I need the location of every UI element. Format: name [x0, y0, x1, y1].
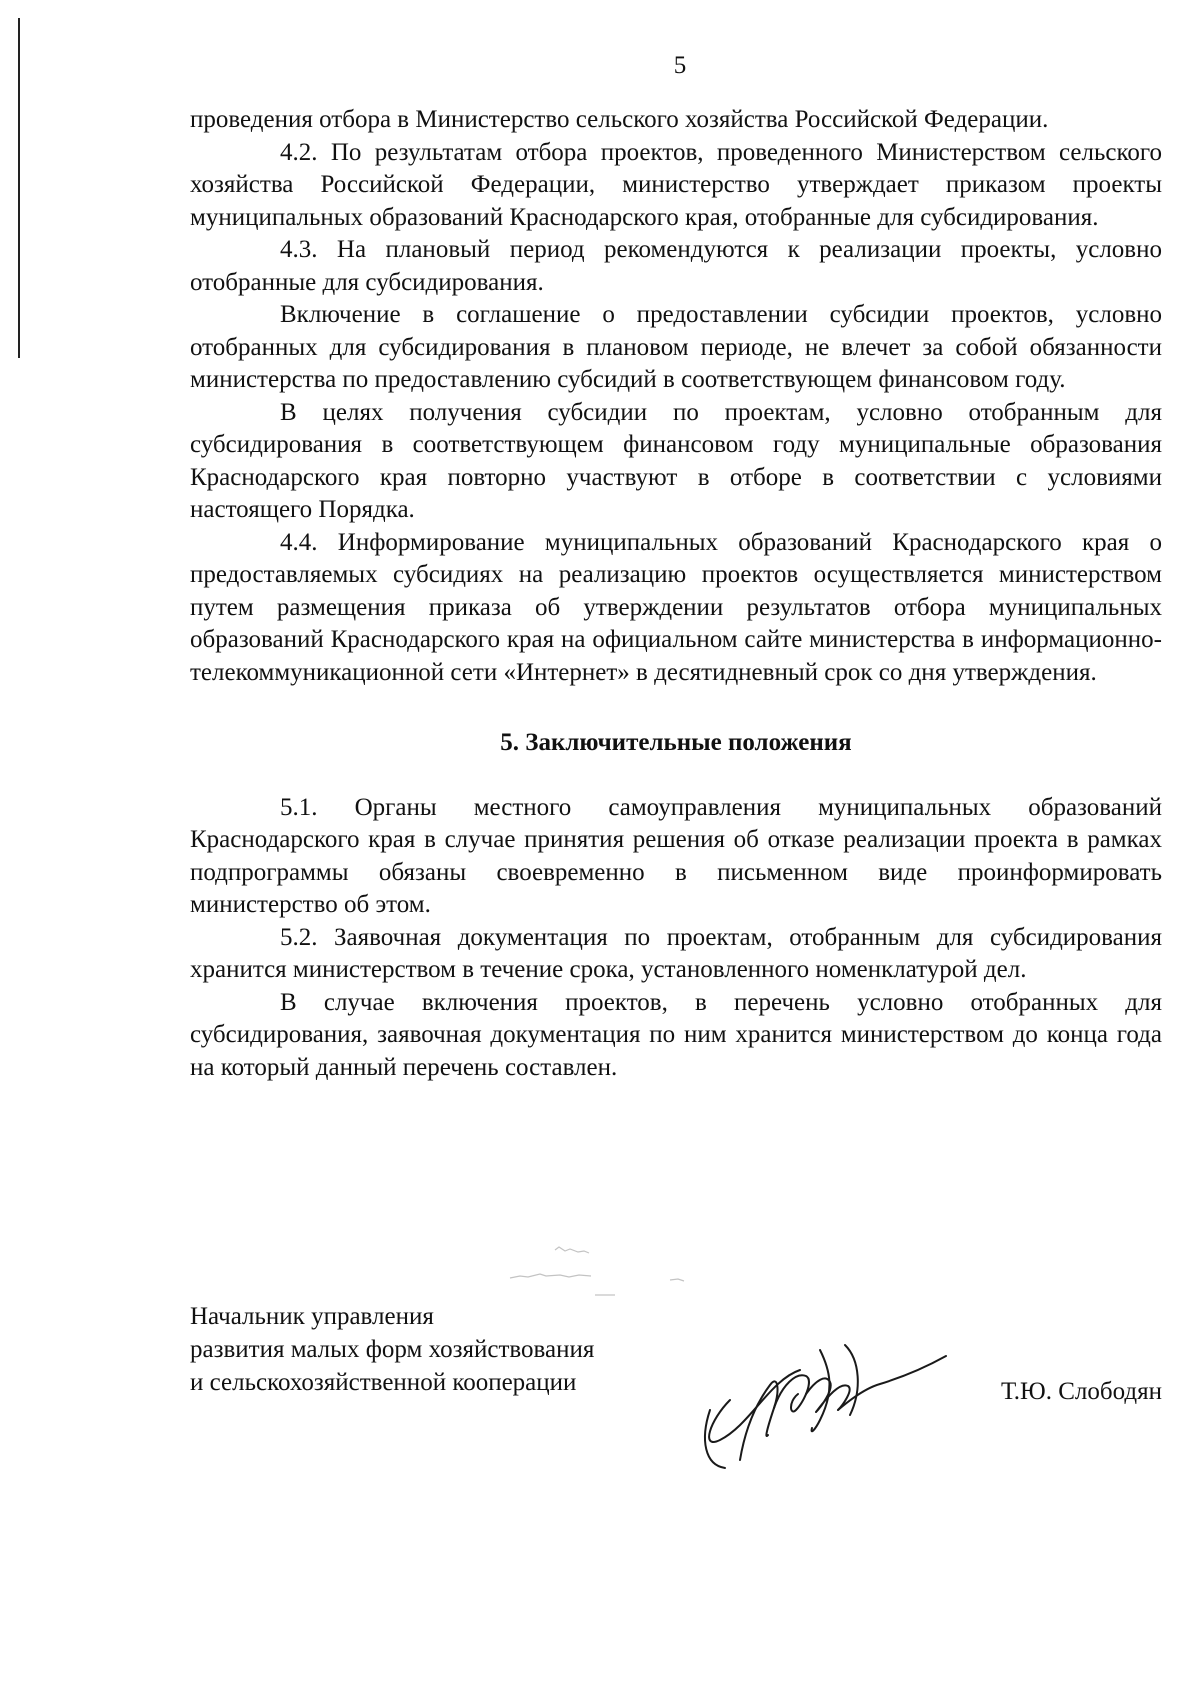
paragraph-4-2: 4.2. По результатам отбора проектов, проведенного Министерством сельского хозяйства Российской Федерации, министерство утверждает приказом проекты муниципальных образований Краснодарского края, отобранные для субсидирования.: [190, 138, 1162, 231]
paragraph-5-2: 5.2. Заявочная документация по проектам, отобранным для субсидирования хранится министерством в течение срока, установленного номенклатурой дел.: [190, 923, 1162, 983]
paragraph-repeat-selection: В целях получения субсидии по проектам, условно отобранным для субсидирования в соответствующем финансовом году муниципальные образования Краснодарского края повторно участвуют в отборе в соответствии с условиями настоящего Порядка.: [190, 398, 1162, 523]
paragraph-4-4: 4.4. Информирование муниципальных образований Краснодарского края о предоставляемых субсидиях на реализацию проектов осуществляется министерством путем размещения приказа об утверждении результатов отбора муниципальных образований Краснодарского края на официальном сайте министерства в информационно-телекоммуникационной сети «Интернет» в десятидневный срок со дня утверждения.: [190, 528, 1162, 686]
signatory-title-line: Начальник управления: [190, 1303, 434, 1330]
handwritten-signature: [670, 1290, 950, 1480]
signatory-name: Т.Ю. Слободян: [1001, 1378, 1162, 1405]
signatory-title-line: и сельскохозяйственной кооперации: [190, 1369, 577, 1396]
paragraph-agreement-inclusion: Включение в соглашение о предоставлении субсидии проектов, условно отобранных для субсидирования в плановом периоде, не влечет за собой обязанности министерства по предоставлению субсидий в соответствующем финансовом году.: [190, 301, 1162, 393]
paragraph-continuation: проведения отбора в Министерство сельского хозяйства Российской Федерации.: [190, 106, 1049, 133]
document-body: [190, 104, 1162, 1084]
signature-block: [190, 1300, 1162, 1480]
paragraph-storage: В случае включения проектов, в перечень условно отобранных для субсидирования, заявочная документация по ним хранится министерством до конца года на который данный перечень составлен.: [190, 988, 1162, 1081]
paragraph-5-1: 5.1. Органы местного самоуправления муниципальных образований Краснодарского края в случае принятия решения об отказе реализации проекта в рамках подпрограммы обязаны своевременно в письменном виде проинформировать министерство об этом.: [190, 793, 1162, 918]
section-5-heading: 5. Заключительные положения: [500, 729, 852, 756]
paragraph-4-3: 4.3. На плановый период рекомендуются к реализации проекты, условно отобранные для субсидирования.: [190, 236, 1162, 296]
signatory-title-line: развития малых форм хозяйствования: [190, 1336, 595, 1363]
page-number: 5: [673, 52, 687, 79]
signatory-title: [190, 1300, 670, 1399]
